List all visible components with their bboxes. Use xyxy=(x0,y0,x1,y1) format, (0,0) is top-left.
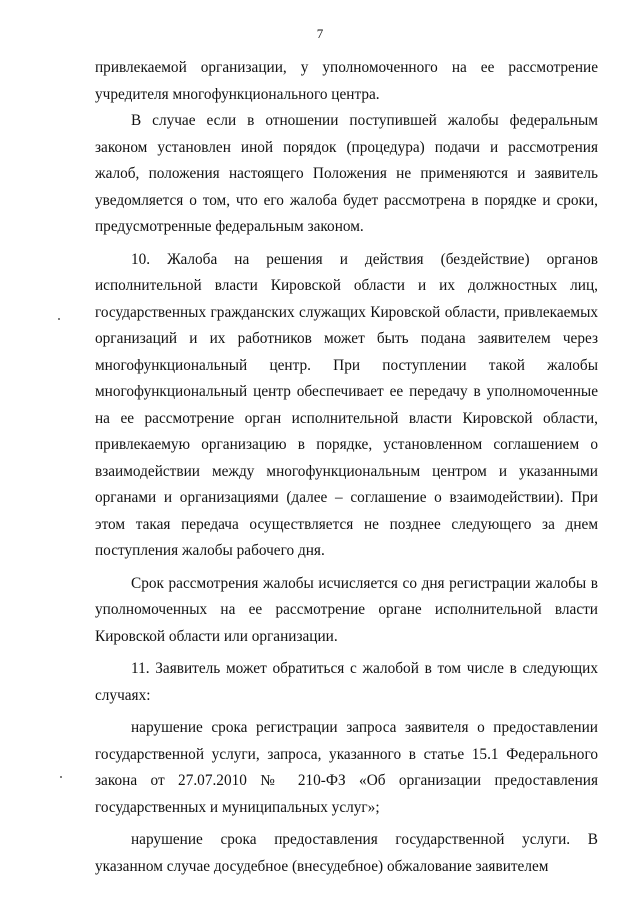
scan-artifact-dot xyxy=(58,318,60,320)
paragraph-6: нарушение срока регистрации запроса заявителя о предоставлении государственной услуги, запроса, указанного в статье 15.1 Федерального закона от 27.07.2010 № 210-ФЗ «Об организации предоставления государственных и муниципальных услуг»; xyxy=(95,719,598,816)
paragraph-7: нарушение срока предоставления государственной услуги. В указанном случае досудебное (внесудебное) обжалование заявителем xyxy=(95,831,598,875)
paragraph-1: привлекаемой организации, у уполномоченного на ее рассмотрение учредителя многофункционального центра. xyxy=(95,59,598,103)
page-number: 7 xyxy=(316,26,324,41)
document-body xyxy=(95,55,598,880)
paragraph-2: В случае если в отношении поступившей жалобы федеральным законом установлен иной порядок (процедура) подачи и рассмотрения жалоб, положения настоящего Положения не применяются и заявитель уведомляется о том, что его жалоба будет рассмотрена в порядке и сроки, предусмотренные федеральным законом. xyxy=(95,112,598,235)
scan-artifact-dot xyxy=(60,776,62,778)
paragraph-3: 10. Жалоба на решения и действия (бездействие) органов исполнительной власти Кировской области и их должностных лиц, государственных гражданских служащих Кировской области, привлекаемых организаций и их работников может быть подана заявителем через многофункциональный центр. При поступлении такой жалобы многофункциональный центр обеспечивает ее передачу в уполномоченные на ее рассмотрение орган исполнительной власти Кировской области, привлекаемую организацию в порядке, установленном соглашением о взаимодействии между многофункциональным центром и указанными органами и организациями (далее – соглашение о взаимодействии). При этом такая передача осуществляется не позднее следующего за днем поступления жалобы рабочего дня. xyxy=(95,250,598,559)
paragraph-4: Срок рассмотрения жалобы исчисляется со дня регистрации жалобы в уполномоченных на ее рассмотрение органе исполнительной власти Кировской области или организации. xyxy=(95,574,598,645)
paragraph-5: 11. Заявитель может обратиться с жалобой в том числе в следующих случаях: xyxy=(95,660,598,704)
